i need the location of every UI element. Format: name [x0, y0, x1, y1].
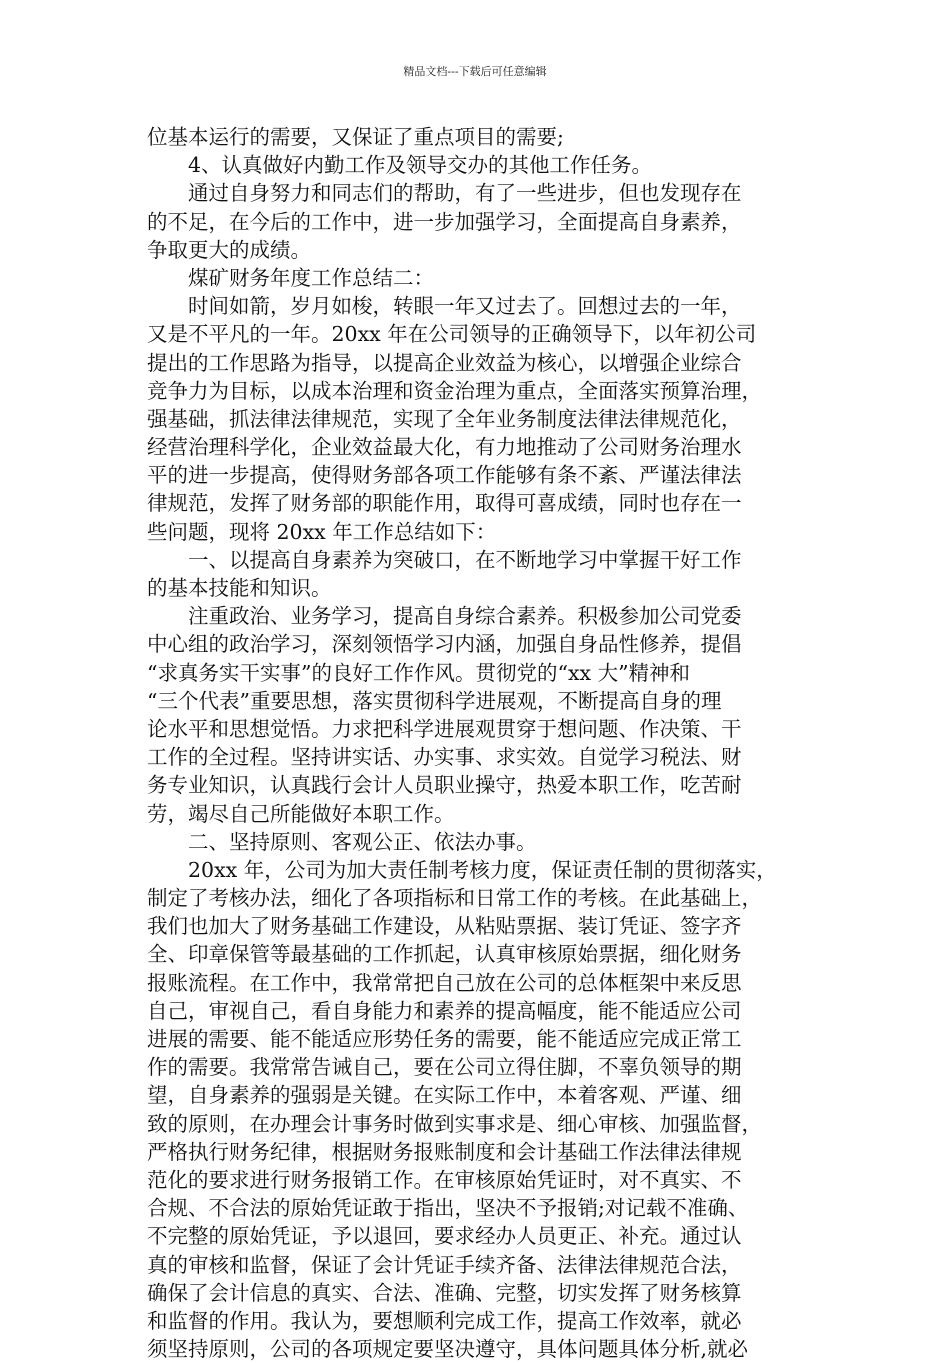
text-line: 致的原则，在办理会计事务时做到实事求是、细心审核、加强监督， [147, 1111, 762, 1136]
text-line: 论水平和思想觉悟。力求把科学进展观贯穿于想问题、作决策、干 [147, 716, 742, 741]
text-line: 的不足，在今后的工作中，进一步加强学习，全面提高自身素养， [147, 209, 742, 234]
text-line: 中心组的政治学习，深刻领悟学习内涵，加强自身品性修养，提倡 [147, 632, 742, 657]
text-line: 又是不平凡的一年。20xx 年在公司领导的正确领导下，以年初公司 [147, 322, 757, 347]
text-line: 律规范，发挥了财务部的职能作用，取得可喜成绩，同时也存在一 [147, 491, 742, 516]
text-line: 真的审核和监督，保证了会计凭证手续齐备、法律法律规范合法， [147, 1252, 742, 1277]
text-line: 自己，审视自己，看自身能力和素养的提高幅度，能不能适应公司 [147, 998, 742, 1023]
text-line: 争取更大的成绩。 [147, 237, 311, 262]
text-line: 制定了考核办法，细化了各项指标和日常工作的考核。在此基础上， [147, 886, 762, 911]
text-line: 报账流程。在工作中，我常常把自己放在公司的总体框架中来反思 [147, 970, 742, 995]
text-line: 范化的要求进行财务报销工作。在审核原始凭证时，对不真实、不 [147, 1167, 742, 1192]
text-line: 二、坚持原则、客观公正、依法办事。 [188, 829, 537, 854]
text-line: 些问题，现将 20xx 年工作总结如下： [147, 519, 497, 544]
text-line: “求真务实干实事”的良好工作作风。贯彻党的“xx 大”精神和 [147, 660, 691, 685]
text-line: 煤矿财务年度工作总结二： [188, 265, 434, 290]
text-line: 全、印章保管等最基础的工作抓起，认真审核原始票据，细化财务 [147, 942, 742, 967]
text-line: 竞争力为目标，以成本治理和资金治理为重点，全面落实预算治理， [147, 378, 762, 403]
text-line: 劳，竭尽自己所能做好本职工作。 [147, 801, 455, 826]
text-line: 时间如箭，岁月如梭，转眼一年又过去了。回想过去的一年， [188, 294, 742, 319]
text-line: 4、认真做好内勤工作及领导交办的其他工作任务。 [188, 153, 653, 178]
text-line: 我们也加大了财务基础工作建设，从粘贴票据、装订凭证、签字齐 [147, 914, 742, 939]
text-line: 一、以提高自身素养为突破口，在不断地学习中掌握干好工作 [188, 547, 742, 572]
text-line: 须坚持原则，公司的各项规定要坚决遵守，具体问题具体分析,就必 [147, 1337, 749, 1362]
text-line: 进展的需要、能不能适应形势任务的需要，能不能适应完成正常工 [147, 1027, 742, 1051]
text-line: 合规、不合法的原始凭证敢于指出，坚决不予报销;对记载不准确、 [147, 1196, 749, 1221]
text-line: 和监督的作用。我认为，要想顺利完成工作，提高工作效率，就必 [147, 1308, 742, 1333]
text-line: 提出的工作思路为指导，以提高企业效益为核心，以增强企业综合 [147, 350, 742, 375]
text-line: 20xx 年，公司为加大责任制考核力度，保证责任制的贯彻落实， [188, 857, 777, 882]
text-line: 工作的全过程。坚持讲实话、办实事、求实效。自觉学习税法、财 [147, 745, 742, 770]
text-line: 强基础，抓法律法律规范，实现了全年业务制度法律法律规范化， [147, 406, 742, 431]
text-line: 通过自身努力和同志们的帮助，有了一些进步，但也发现存在 [188, 181, 742, 206]
text-line: 望，自身素养的强弱是关键。在实际工作中，本着客观、严谨、细 [147, 1083, 742, 1108]
document-body [147, 123, 807, 1363]
text-line: 经营治理科学化，企业效益最大化，有力地推动了公司财务治理水 [147, 435, 742, 460]
text-line: “三个代表”重要思想，落实贯彻科学进展观，不断提高自身的理 [147, 688, 722, 713]
text-line: 注重政治、业务学习，提高自身综合素养。积极参加公司党委 [188, 604, 742, 629]
text-line: 严格执行财务纪律，根据财务报账制度和会计基础工作法律法律规 [147, 1139, 742, 1164]
text-line: 务专业知识，认真践行会计人员职业操守，热爱本职工作，吃苦耐 [147, 773, 742, 798]
text-line: 的基本技能和知识。 [147, 576, 332, 600]
text-line: 不完整的原始凭证，予以退回，要求经办人员更正、补充。通过认 [147, 1224, 742, 1249]
text-line: 位基本运行的需要，又保证了重点项目的需要; [147, 125, 564, 149]
page-header: 精品文档---下载后可任意编辑 [403, 65, 547, 78]
text-line: 作的需要。我常常告诫自己，要在公司立得住脚，不辜负领导的期 [147, 1055, 742, 1080]
text-line: 平的进一步提高，使得财务部各项工作能够有条不紊、严谨法律法 [147, 463, 742, 488]
text-line: 确保了会计信息的真实、合法、准确、完整，切实发挥了财务核算 [147, 1280, 742, 1305]
